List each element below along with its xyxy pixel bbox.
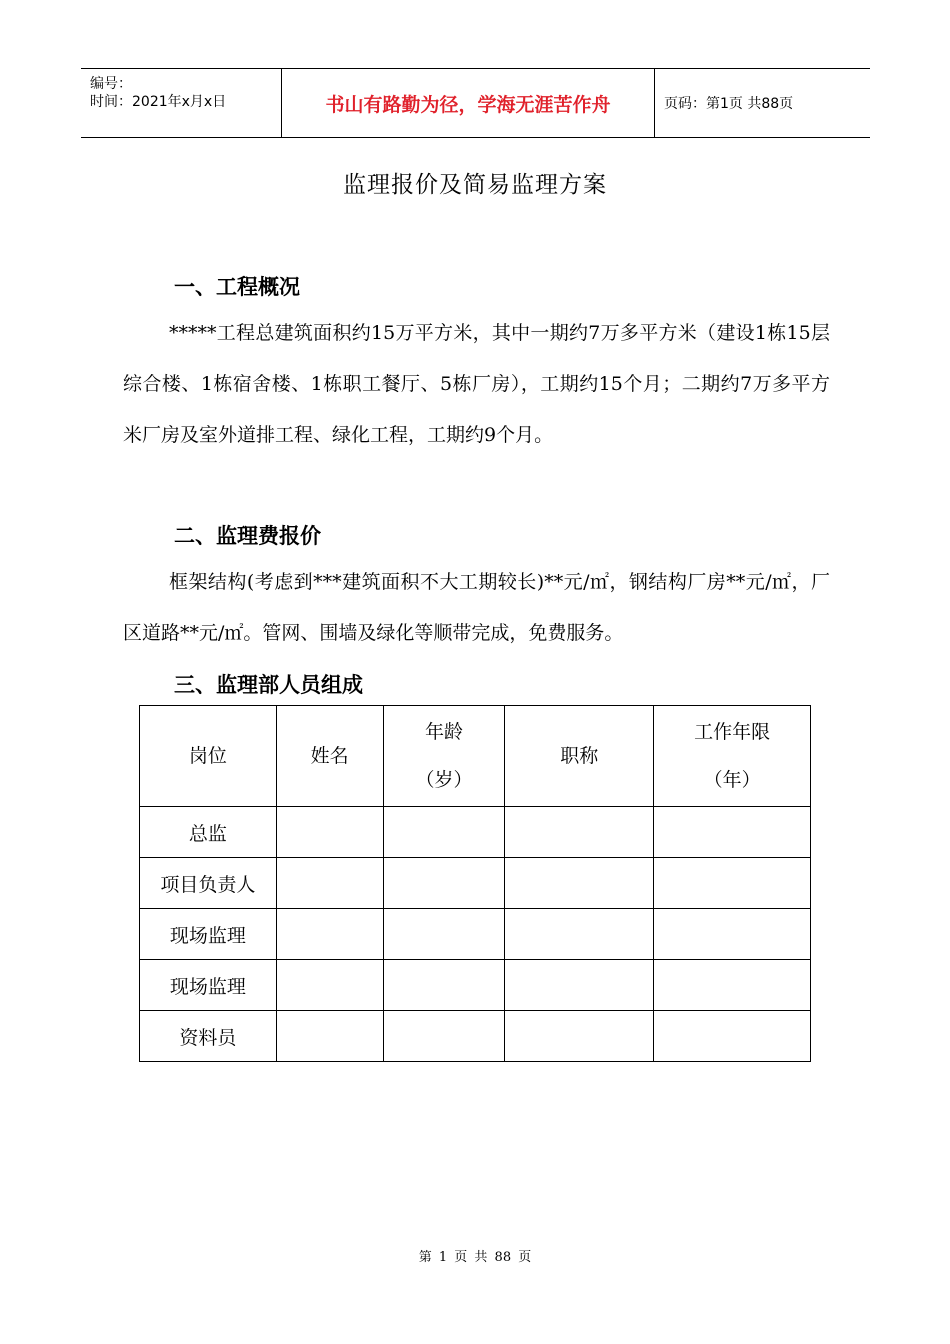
row-age-cell (383, 807, 505, 858)
row-years-cell (654, 1011, 811, 1062)
row-age-cell (383, 1011, 505, 1062)
page-footer: 第 1 页 共 88 页 (418, 1250, 532, 1265)
row-years-cell (654, 807, 811, 858)
staff-table (139, 705, 811, 1062)
table-row (140, 960, 811, 1011)
row-name-cell (276, 807, 383, 858)
row-title-cell (505, 909, 654, 960)
header-title: 职称 (505, 706, 654, 807)
row-name-cell (276, 1011, 383, 1062)
document-header (81, 68, 870, 138)
document-title: 监理报价及简易监理方案 (343, 172, 607, 198)
table-row (140, 909, 811, 960)
table-row (140, 1011, 811, 1062)
section-heading-fee: 二、监理费报价 (174, 524, 321, 548)
table-header-row (140, 706, 811, 807)
row-age-cell (383, 909, 505, 960)
row-title-cell (505, 1011, 654, 1062)
number-label: 编号： (90, 76, 132, 92)
header-position: 岗位 (140, 706, 277, 807)
row-name-cell (276, 960, 383, 1011)
section-heading-overview: 一、工程概况 (174, 275, 300, 299)
header-age-line2: （岁） (415, 769, 473, 791)
row-position: 资料员 (140, 1011, 277, 1062)
row-years-cell (654, 960, 811, 1011)
row-name-cell (276, 858, 383, 909)
header-years-line2: （年） (703, 769, 761, 791)
row-position: 现场监理 (140, 960, 277, 1011)
header-years-line1: 工作年限 (694, 721, 771, 743)
header-years (654, 706, 811, 807)
section-paragraph-overview: *****工程总建筑面积约15万平方米，其中一期约7万多平方米（建设1栋15层综合楼、1栋宿舍楼、1栋职工餐厅、5栋厂房），工期约15个月；二期约7万多平方米厂房及室外道排工程、绿化工程，工期约9个月。 (123, 322, 830, 446)
row-age-cell (383, 858, 505, 909)
row-years-cell (654, 858, 811, 909)
header-page-info: 页码：第1页 共88页 (664, 96, 794, 112)
header-meta (81, 69, 281, 137)
header-motto: 书山有路勤为径，学海无涯苦作舟 (281, 69, 655, 137)
header-name: 姓名 (276, 706, 383, 807)
section-heading-staff: 三、监理部人员组成 (174, 673, 363, 697)
row-position: 总监 (140, 807, 277, 858)
row-title-cell (505, 858, 654, 909)
row-title-cell (505, 807, 654, 858)
row-position: 现场监理 (140, 909, 277, 960)
time-label: 时间：2021年x月x日 (90, 94, 227, 110)
header-age (383, 706, 505, 807)
table-row (140, 858, 811, 909)
row-title-cell (505, 960, 654, 1011)
row-name-cell (276, 909, 383, 960)
row-age-cell (383, 960, 505, 1011)
header-age-line1: 年龄 (424, 721, 463, 743)
section-paragraph-fee: 框架结构(考虑到***建筑面积不大工期较长)**元/㎡，钢结构厂房**元/㎡，厂区道路**元/㎡。管网、围墙及绿化等顺带完成，免费服务。 (123, 571, 830, 644)
table-row (140, 807, 811, 858)
row-years-cell (654, 909, 811, 960)
row-position: 项目负责人 (140, 858, 277, 909)
